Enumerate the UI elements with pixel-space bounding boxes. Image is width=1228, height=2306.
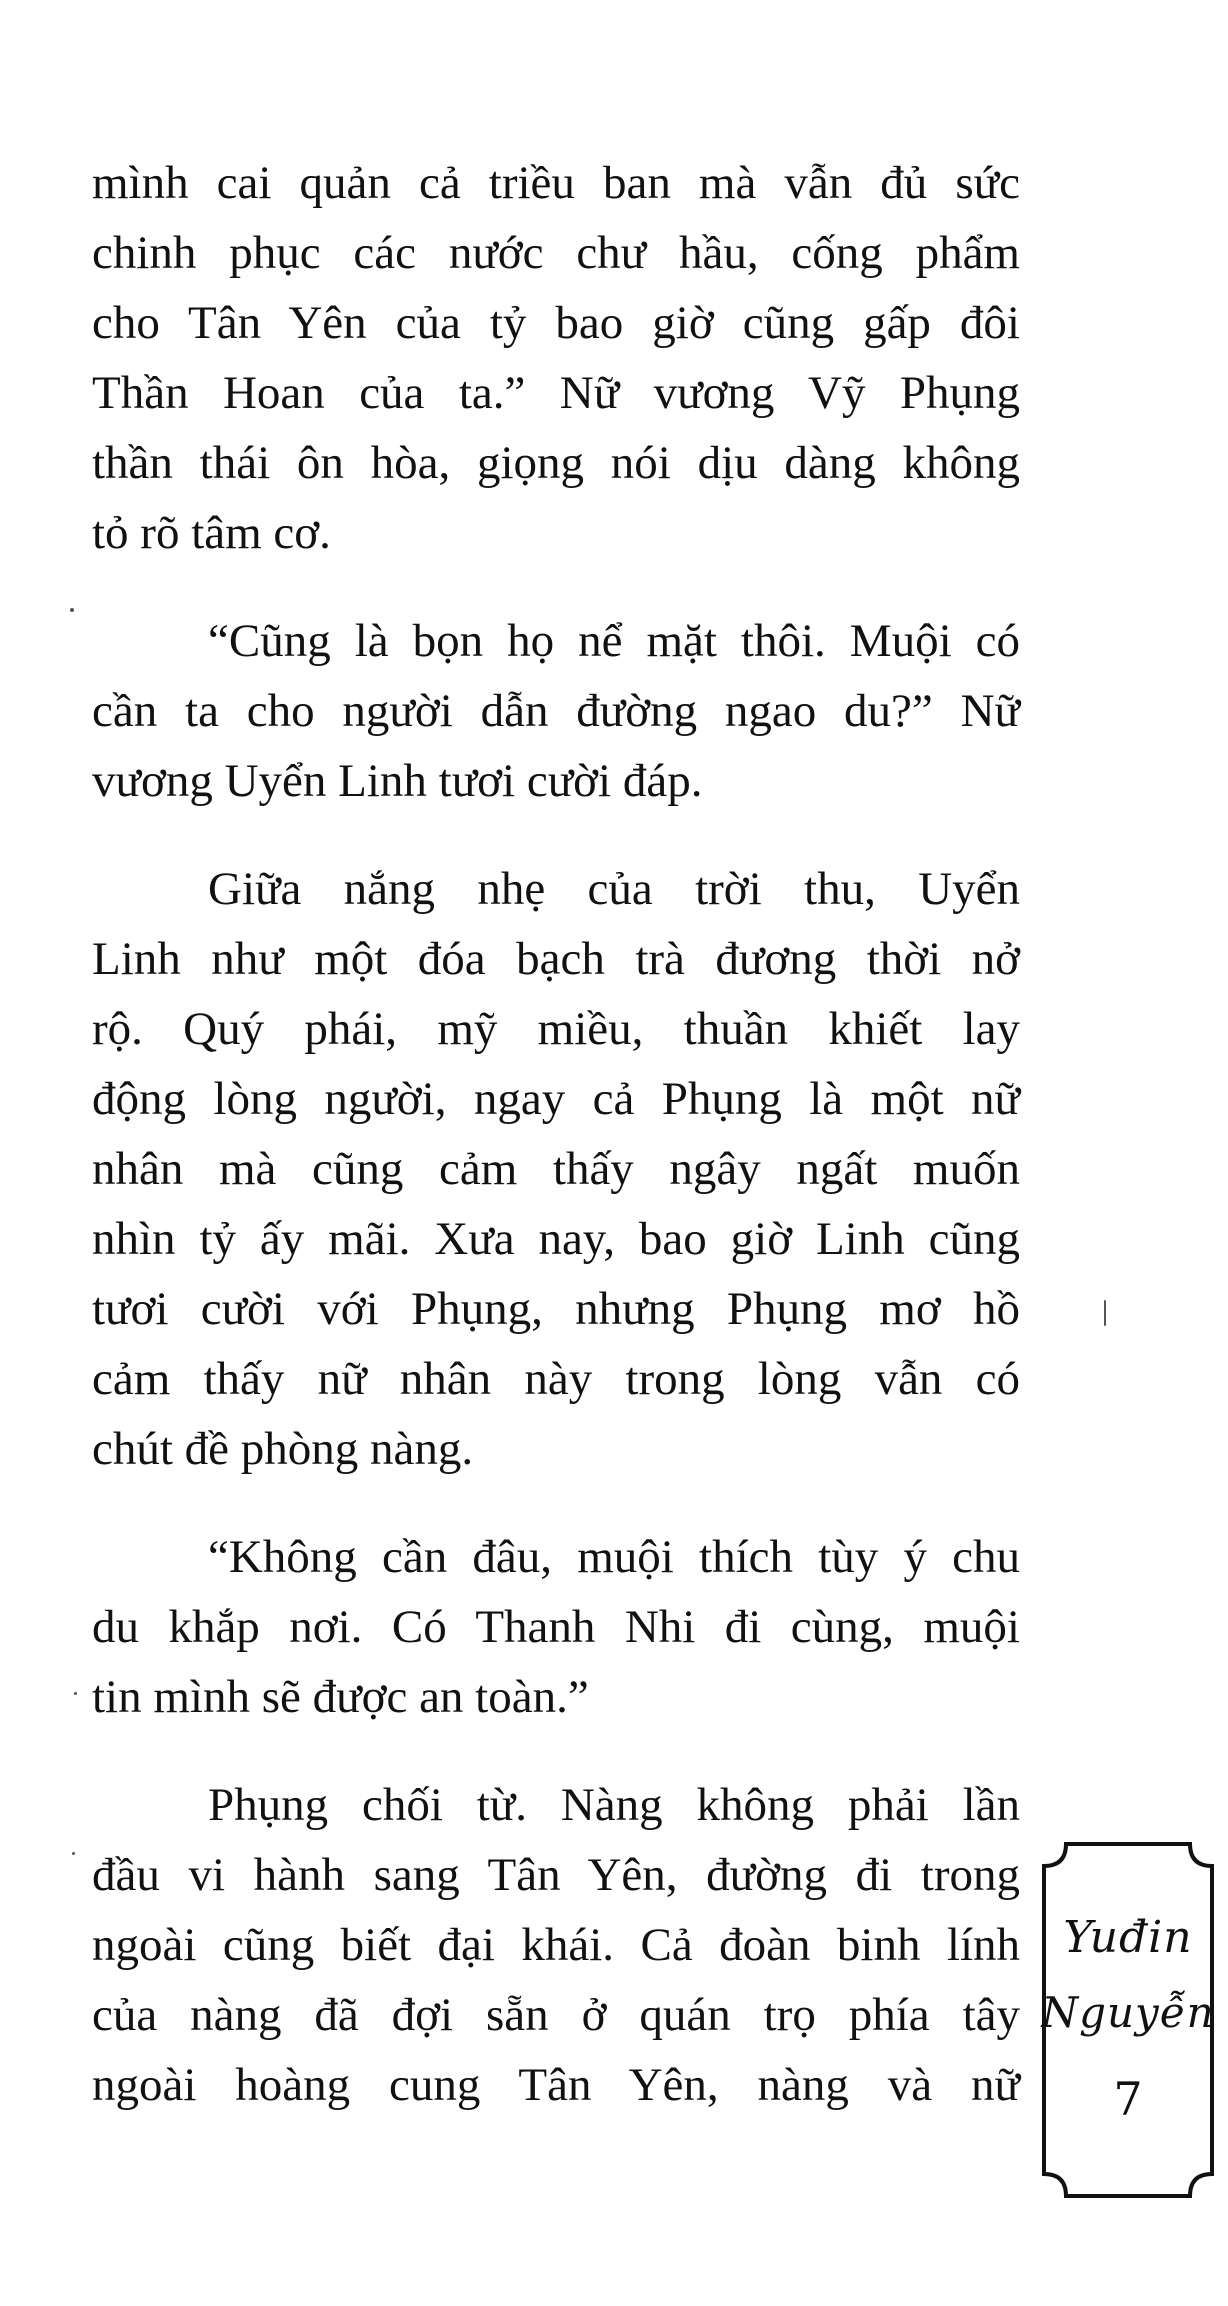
text-line: cần ta cho người dẫn đường ngao du?” Nữ (92, 685, 1020, 737)
page-number: 7 (1113, 2072, 1143, 2126)
text-line: tin mình sẽ được an toàn.” (92, 1671, 589, 1723)
tab-author-first-name: Yuđin (1063, 1912, 1193, 1963)
text-line: Thần Hoan của ta.” Nữ vương Vỹ Phụng (92, 367, 1020, 419)
text-line: du khắp nơi. Có Thanh Nhi đi cùng, muội (92, 1601, 1020, 1653)
paragraph-3 (92, 854, 1020, 1484)
paragraph-2 (92, 606, 1020, 816)
tab-author-last-name: Nguyễn (1041, 1988, 1215, 2037)
text-line: rộ. Quý phái, mỹ miều, thuần khiết lay (92, 1003, 1020, 1055)
text-line: vương Uyển Linh tươi cười đáp. (92, 755, 703, 807)
paragraph-5 (92, 1770, 1020, 2120)
text-line: ngoài cũng biết đại khái. Cả đoàn binh lính (92, 1919, 1020, 1971)
scan-speck (74, 1692, 77, 1695)
text-line: tỏ rõ tâm cơ. (92, 507, 331, 559)
text-line: Linh như một đóa bạch trà đương thời nở (92, 933, 1020, 985)
text-line: động lòng người, ngay cả Phụng là một nữ (92, 1073, 1020, 1125)
paragraph-4 (92, 1522, 1020, 1732)
text-line: nhìn tỷ ấy mãi. Xưa nay, bao giờ Linh cũng (92, 1213, 1020, 1265)
scan-speck (72, 1852, 75, 1855)
text-line: Giữa nắng nhẹ của trời thu, Uyển (208, 863, 1020, 915)
text-line: tươi cười với Phụng, nhưng Phụng mơ hồ (92, 1283, 1020, 1335)
text-line: cho Tân Yên của tỷ bao giờ cũng gấp đôi (92, 297, 1020, 349)
paragraph-1 (92, 148, 1020, 568)
text-line: cảm thấy nữ nhân này trong lòng vẫn có (92, 1353, 1020, 1405)
text-line: chút đề phòng nàng. (92, 1423, 474, 1475)
text-line: “Không cần đâu, muội thích tùy ý chu (208, 1531, 1020, 1583)
page-number-tab (1036, 1836, 1220, 2204)
text-line: nhân mà cũng cảm thấy ngây ngất muốn (92, 1143, 1020, 1195)
text-line: Phụng chối từ. Nàng không phải lần (208, 1779, 1020, 1831)
text-line: đầu vi hành sang Tân Yên, đường đi trong (92, 1849, 1020, 1901)
text-line: ngoài hoàng cung Tân Yên, nàng và nữ (92, 2059, 1020, 2111)
text-line: “Cũng là bọn họ nể mặt thôi. Muội có (208, 615, 1020, 667)
scan-speck (1104, 1300, 1106, 1326)
body-text (92, 148, 1020, 2158)
scan-speck (70, 608, 74, 612)
text-line: của nàng đã đợi sẵn ở quán trọ phía tây (92, 1989, 1020, 2041)
text-line: mình cai quản cả triều ban mà vẫn đủ sức (92, 157, 1020, 209)
text-line: chinh phục các nước chư hầu, cống phẩm (92, 227, 1020, 279)
text-line: thần thái ôn hòa, giọng nói dịu dàng không (92, 437, 1020, 489)
